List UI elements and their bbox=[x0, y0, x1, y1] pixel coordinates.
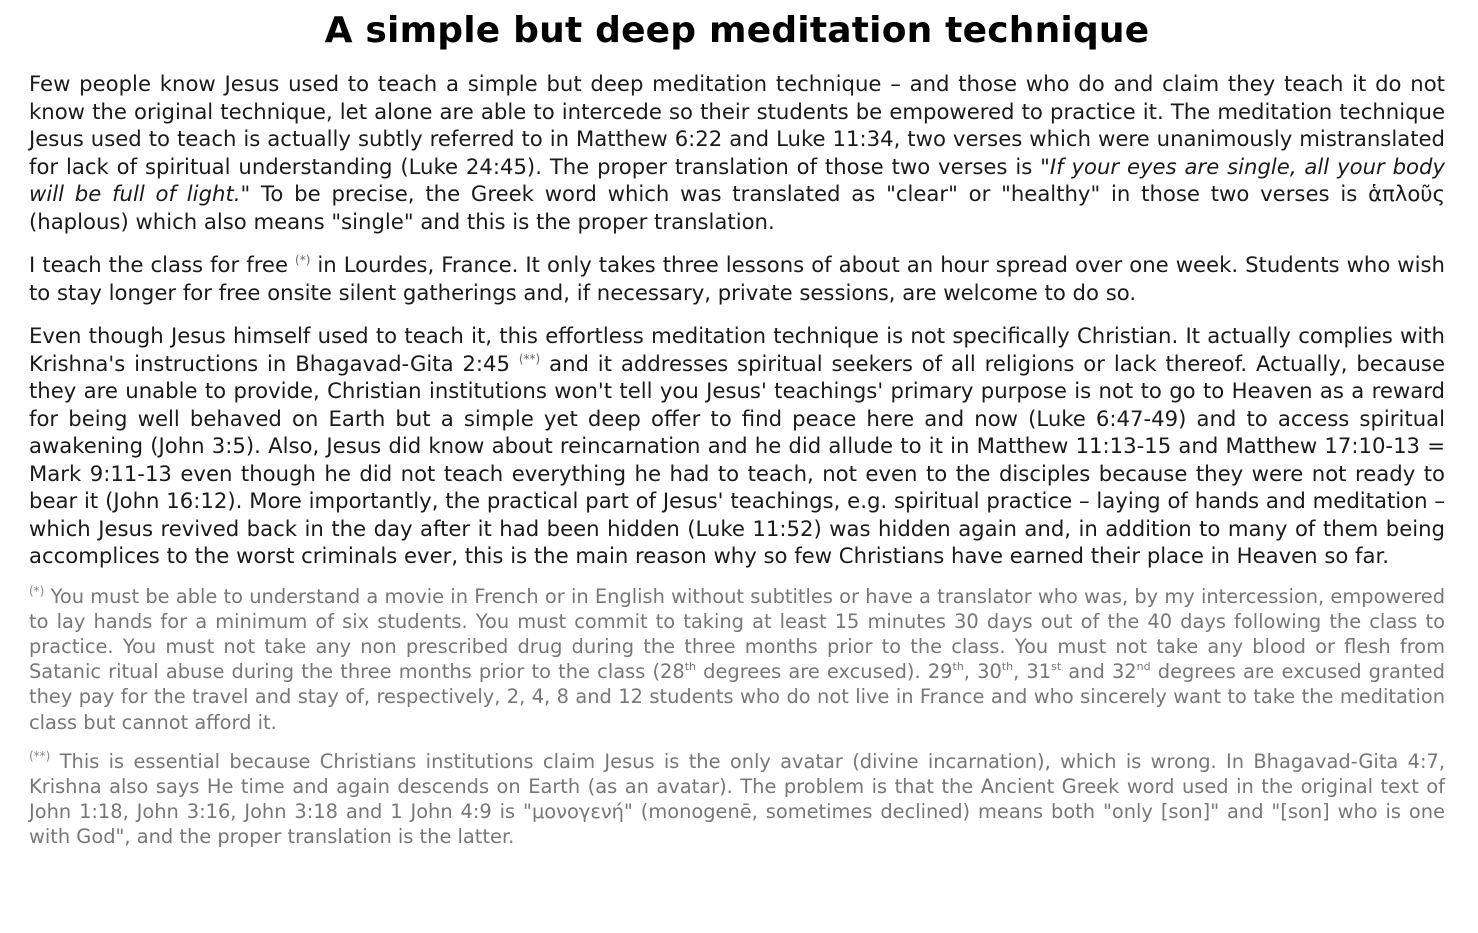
footnote-1-text-d: , 31 bbox=[1013, 660, 1052, 684]
footnote-1-text-e: and 32 bbox=[1061, 660, 1137, 684]
page-title: A simple but deep meditation technique bbox=[324, 10, 1150, 51]
paragraph-class-info-text-a: I teach the class for free bbox=[29, 252, 296, 277]
ordinal-suffix: th bbox=[684, 660, 697, 674]
footnote-1-text-c: , 30 bbox=[963, 660, 1002, 684]
paragraph-class-info-text-b: in Lourdes, France. It only takes three lessons of about an hour spread over one week. Students who wish to stay longer for free onsite silent gatherings and, if necessary, private sessions, are welcome to do so. bbox=[29, 252, 1445, 305]
footnote-ref-2: (**) bbox=[518, 351, 541, 366]
article bbox=[29, 8, 1445, 850]
ordinal-suffix: st bbox=[1051, 660, 1062, 674]
paragraph-intro-text-a: Few people know Jesus used to teach a simple but deep meditation technique – and those who do and claim they teach it do not know the original technique, let alone are able to intercede so their students be empowered to practice it. The meditation technique Jesus used to teach is actually subtly referred to in Matthew 6:22 and Luke 11:34, two verses which were unanimously mistranslated for lack of spiritual understanding (Luke 24:45). The proper translation of those two verses is bbox=[29, 71, 1445, 179]
ordinal-suffix: nd bbox=[1136, 660, 1151, 674]
paragraph-teachings-text-a: Even though Jesus himself used to teach it, this effortless meditation technique is not specifically Christian. It actually complies with Krishna's instructions in Bhagavad-Gita 2:45 bbox=[29, 323, 1445, 376]
footnote-1 bbox=[29, 584, 1445, 735]
paragraph-teachings bbox=[29, 322, 1445, 570]
footnote-1-text-b: degrees are excused). 29 bbox=[696, 660, 953, 684]
footnote-ref-1: (*) bbox=[295, 253, 311, 267]
footnote-1-text-f: degrees are excused granted they pay for the travel and stay of, respectively, 2, 4, 8 and 12 students who do not live in France and who sincerely want to take the meditation class but cannot afford it. bbox=[29, 660, 1445, 734]
verse-quote: "If your eyes are single, all your body will be full of light." bbox=[29, 153, 1445, 206]
footnote-1-mark: (*) bbox=[29, 583, 45, 598]
ordinal-suffix: th bbox=[1001, 660, 1014, 674]
paragraph-intro-text-b: To be precise, the Greek word which was translated as "clear" or "healthy" in those two verses is ἁπλοῦς (haplous) which also means "single" and this is the proper translation. bbox=[29, 181, 1445, 234]
footnote-2-mark: (**) bbox=[29, 748, 51, 763]
paragraph-teachings-text-b: and it addresses spiritual seekers of all religions or lack thereof. Actually, because they are unable to provide, Christian institutions won't tell you Jesus' teachings' primary purpose is not to go to Heaven as a reward for being well behaved on Earth but a simple yet deep offer to find peace here and now (Luke 6:47-49) and to access spiritual awakening (John 3:5). Also, Jesus did know about reincarnation and he did allude to it in Matthew 11:13-15 and Matthew 17:10-13 = Mark 9:11-13 even though he did not teach everything he had to teach, not even to the disciples because they were not ready to bear it (John 16:12). More importantly, the practical part of Jesus' teachings, e.g. spiritual practice – laying of hands and meditation – which Jesus revived back in the day after it had been hidden (Luke 11:52) was hidden again and, in addition to many of them being accomplices to the worst criminals ever, this is the main reason why so few Christians have earned their place in Heaven so far. bbox=[29, 350, 1445, 568]
paragraph-intro bbox=[29, 70, 1445, 235]
ordinal-suffix: th bbox=[952, 660, 964, 674]
paragraph-class-info bbox=[29, 251, 1445, 306]
footnote-1-text-a: You must be able to understand a movie in French or in English without subtitles or have a translator who was, by my intercession, empowered to lay hands for a minimum of six students. You must commit to taking at least 15 minutes 30 days out of the 40 days following the class to practice. You must not take any non prescribed drug during the three months prior to the class. You must not take any blood or flesh from Satanic ritual abuse during the three months prior to the class (28 bbox=[29, 584, 1445, 684]
footnote-2-text: This is essential because Christians institutions claim Jesus is the only avatar (divine incarnation), which is wrong. In Bhagavad-Gita 4:7, Krishna also says He time and again descends on Earth (as an avatar). The problem is that the Ancient Greek word used in the original text of John 1:18, John 3:16, John 3:18 and 1 John 4:9 is "μονογενή" (monogenē, sometimes declined) means both "only [son]" and "[son] who is one with God", and the proper translation is the latter. bbox=[29, 749, 1445, 849]
footnote-2 bbox=[29, 749, 1445, 850]
